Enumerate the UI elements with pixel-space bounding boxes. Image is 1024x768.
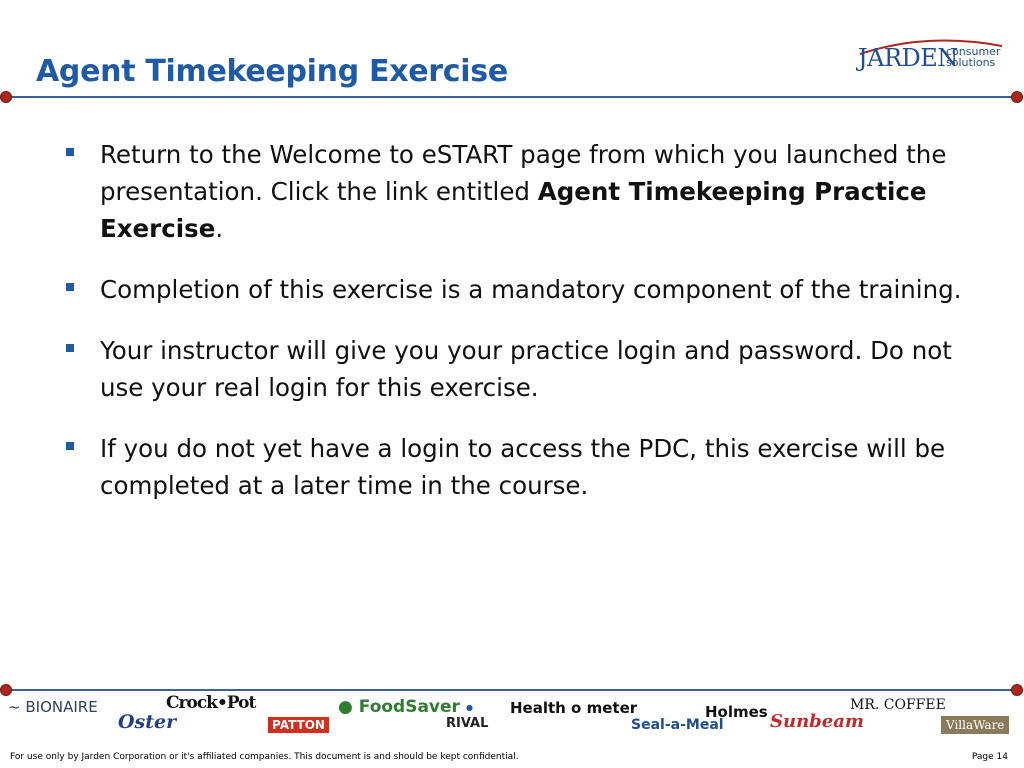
bullet-text: Your instructor will give you your practice login and password. Do not use your real login for this exercise. <box>100 336 952 402</box>
jarden-logo <box>856 36 1006 80</box>
mrcoffee-logo: MR. COFFEE <box>850 697 946 713</box>
crockpot-logo: Crock•Pot <box>166 693 256 713</box>
patton-logo: PATTON <box>268 717 329 733</box>
bullet-item <box>64 332 964 406</box>
bullet-square-icon <box>66 442 74 450</box>
confidentiality-notice: For use only by Jarden Corporation or it's affiliated companies. This document is and should be kept confidential. <box>10 752 519 762</box>
holmes-logo: Holmes <box>705 703 768 721</box>
bionaire-logo: ~ BIONAIRE <box>8 698 98 716</box>
page-number: Page 14 <box>971 752 1008 762</box>
healthometer-logo: Health o meter <box>510 699 638 717</box>
bullet-square-icon <box>66 283 74 291</box>
oster-logo: Oster <box>118 711 177 733</box>
bullet-text: Return to the Welcome to eSTART page from which you launched the presentation. Click the link entitled Agent Timekeeping Practice Exercise. <box>100 140 947 243</box>
foodsaver-logo: ● FoodSaver <box>338 697 460 717</box>
logo-wordmark: JARDEN <box>858 44 958 72</box>
sunbeam-logo: Sunbeam <box>770 711 864 732</box>
bottom-divider <box>0 684 1024 696</box>
bullet-list <box>64 136 964 528</box>
logo-subtitle: consumer solutions <box>946 45 1001 69</box>
bionaire-swirl-icon: ~ <box>8 698 21 716</box>
bullet-item <box>64 430 964 504</box>
bullet-text: If you do not yet have a login to access the PDC, this exercise will be completed at a later time in the course. <box>100 434 946 500</box>
foodsaver-leaf-icon: ● <box>338 697 353 717</box>
bullet-square-icon <box>66 148 74 156</box>
sealameal-logo: Seal-a-Meal <box>631 717 724 733</box>
slide-title: Agent Timekeeping Exercise <box>36 54 508 89</box>
bullet-item <box>64 271 964 308</box>
villaware-logo: VillaWare <box>941 716 1009 734</box>
top-divider <box>0 91 1024 103</box>
bullet-text: Completion of this exercise is a mandatory component of the training. <box>100 275 962 304</box>
rival-dot-icon: ● <box>466 703 473 712</box>
bullet-item <box>64 136 964 247</box>
bullet-square-icon <box>66 344 74 352</box>
rival-logo: RIVAL <box>446 716 489 731</box>
